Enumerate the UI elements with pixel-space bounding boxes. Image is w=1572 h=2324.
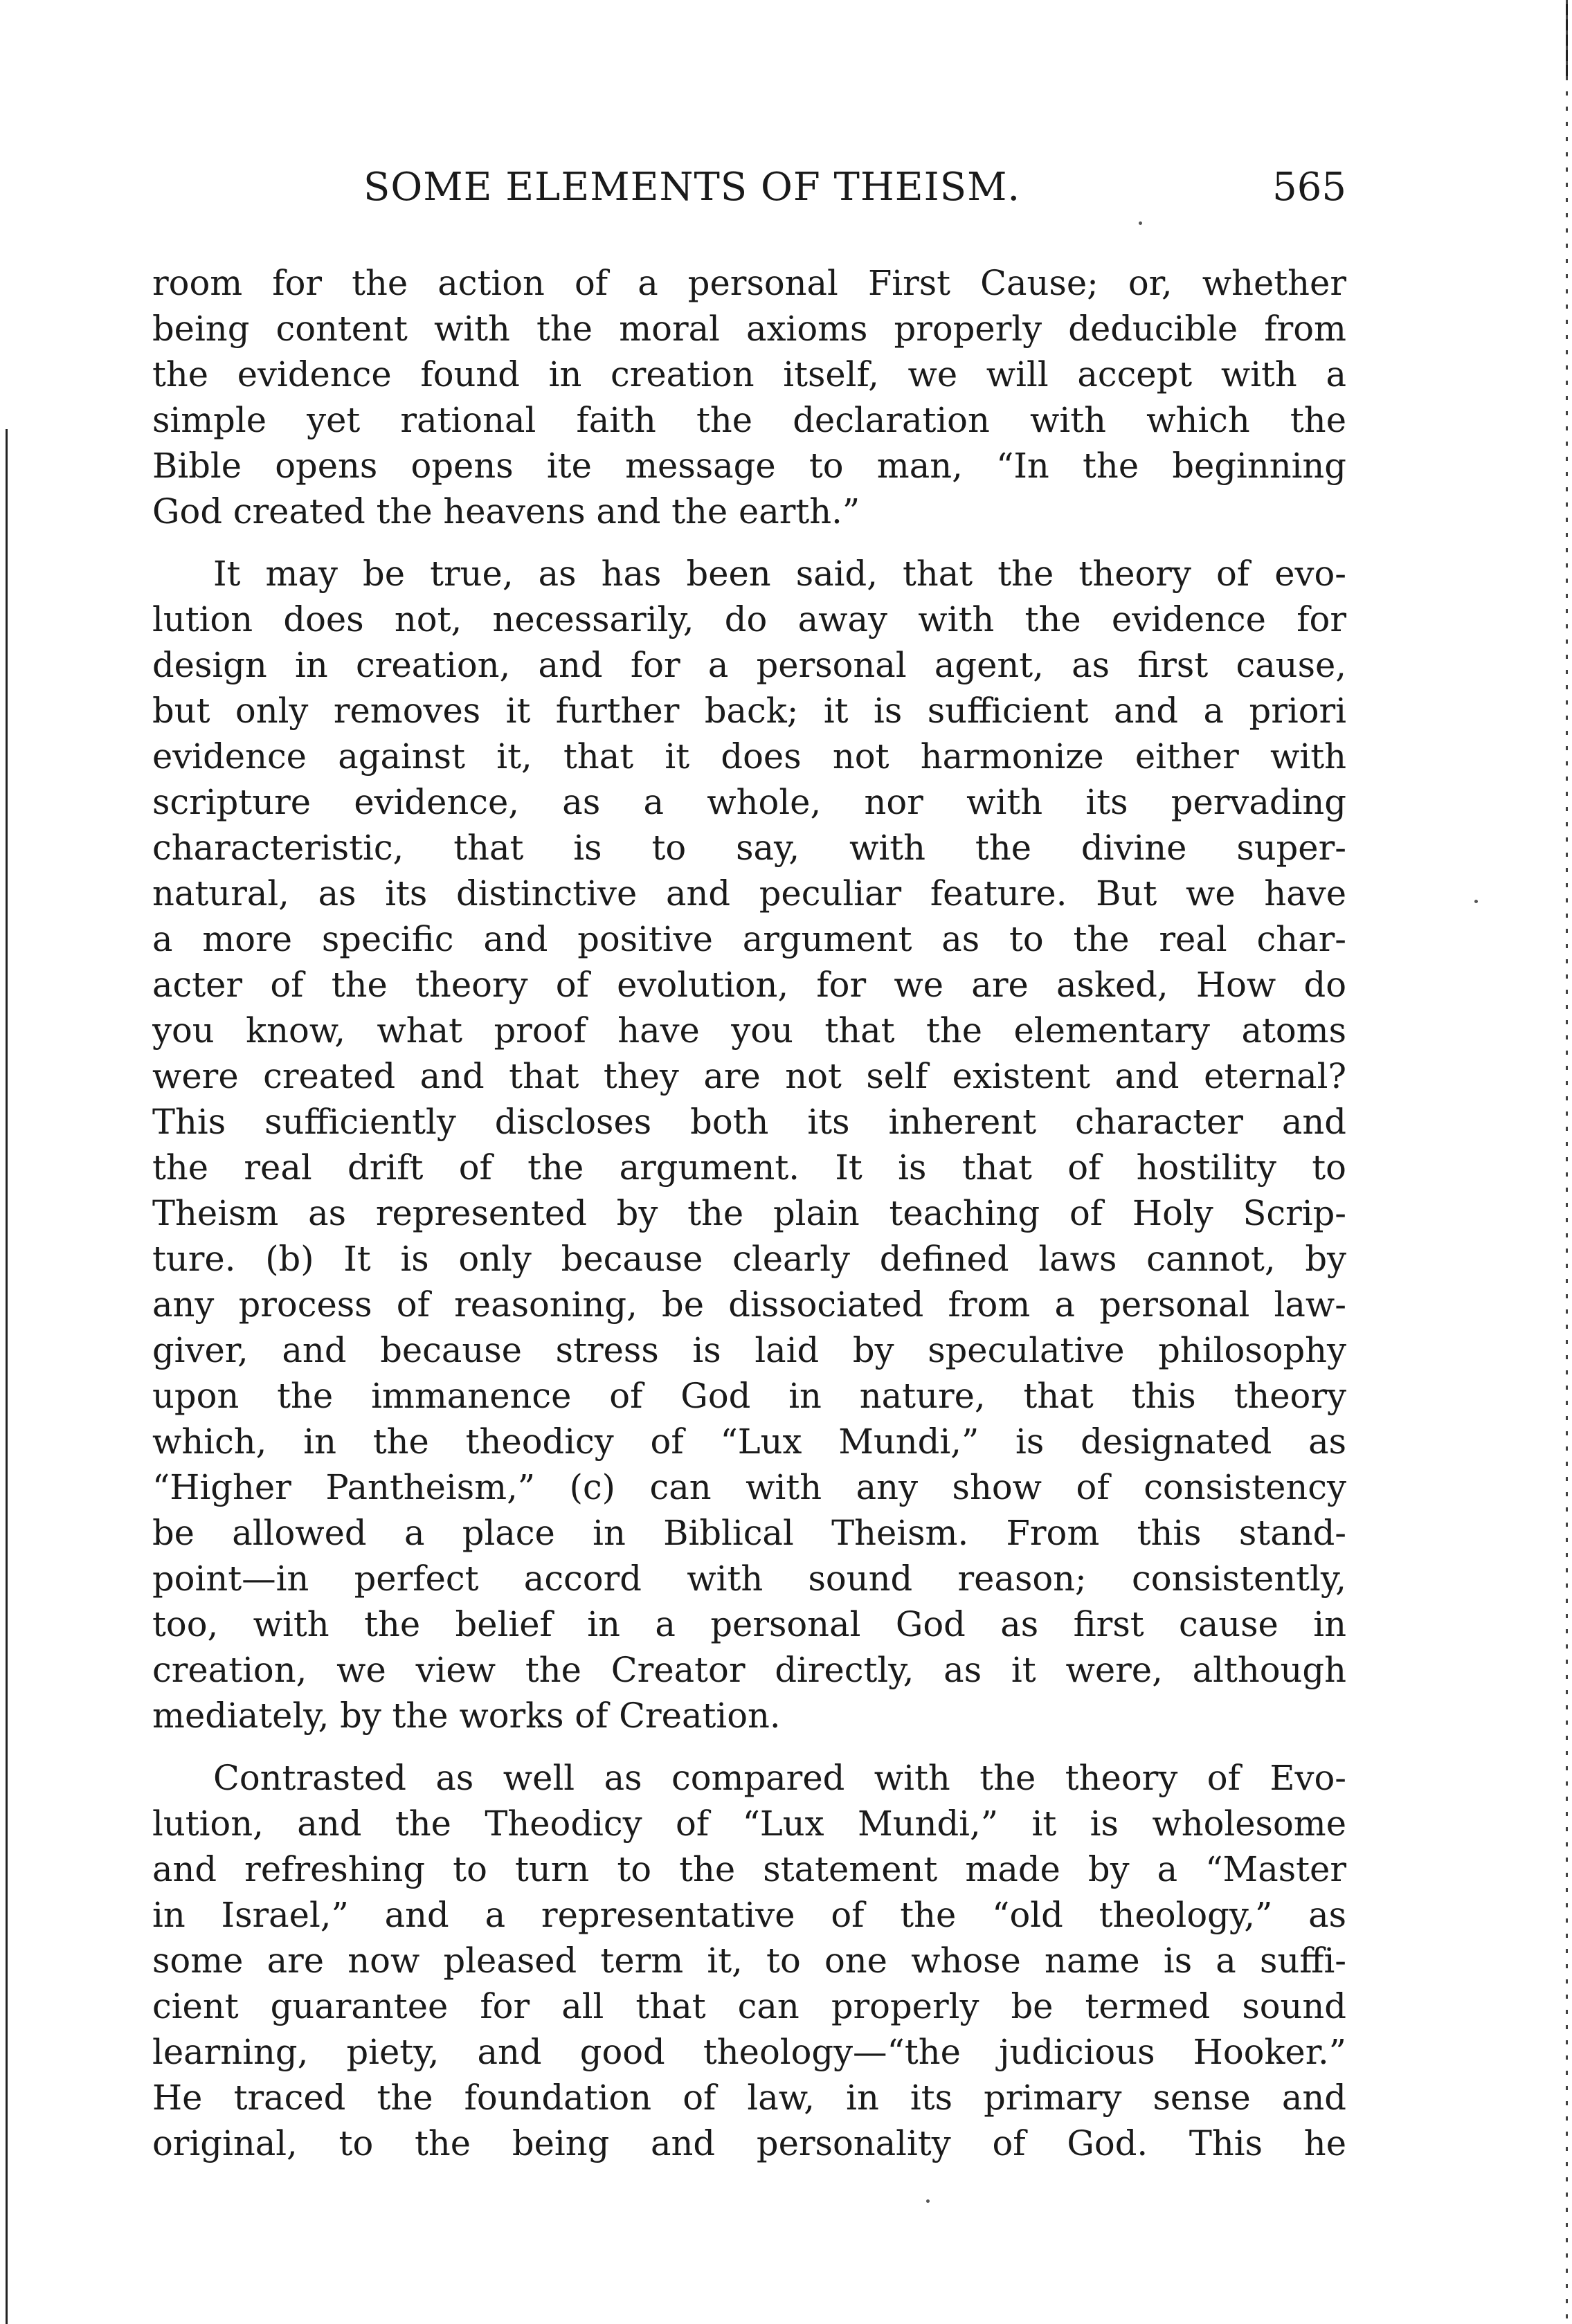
paragraph-1 <box>152 260 1346 534</box>
text-line: Bible opens opens ite message to man, “In the beginning <box>152 446 1346 486</box>
text-line: be allowed a place in Biblical Theism. From this stand- <box>152 1513 1346 1553</box>
text-line: a more specific and positive argument as to the real char- <box>152 919 1346 959</box>
page-edge-left <box>6 429 8 2324</box>
text-line: which, in the theodicy of “Lux Mundi,” is designated as <box>152 1422 1346 1462</box>
text-line: giver, and because stress is laid by speculative philosophy <box>152 1330 1346 1370</box>
text-line: lution, and the Theodicy of “Lux Mundi,” it is wholesome <box>152 1804 1346 1844</box>
scan-speck <box>1139 221 1142 225</box>
text-line: upon the immanence of God in nature, that this theory <box>152 1376 1346 1416</box>
text-line: creation, we view the Creator directly, as it were, although <box>152 1650 1346 1690</box>
text-line: point—in perfect accord with sound reason; consistently, <box>152 1559 1346 1599</box>
text-line: design in creation, and for a personal agent, as first cause, <box>152 645 1346 685</box>
text-line: evidence against it, that it does not harmonize either with <box>152 736 1346 777</box>
text-line: but only removes it further back; it is sufficient and a priori <box>152 691 1346 731</box>
text-line: were created and that they are not self existent and eternal? <box>152 1056 1346 1096</box>
paragraph-2 <box>152 551 1346 1739</box>
text-line: cient guarantee for all that can properly be termed sound <box>152 1986 1346 2026</box>
text-line: natural, as its distinctive and peculiar feature. But we have <box>152 873 1346 914</box>
text-line: the evidence found in creation itself, we will accept with a <box>152 354 1346 394</box>
body-text <box>152 260 1346 2166</box>
text-line: the real drift of the argument. It is that of hostility to <box>152 1147 1346 1188</box>
paragraph-3 <box>152 1755 1346 2166</box>
running-title: SOME ELEMENTS OF THEISM. <box>363 165 1021 210</box>
text-line: room for the action of a personal First Cause; or, whether <box>152 263 1346 303</box>
text-line: too, with the belief in a personal God as first cause in <box>152 1604 1346 1644</box>
text-line: lution does not, necessarily, do away with the evidence for <box>152 599 1346 639</box>
text-line: in Israel,” and a representative of the “old theology,” as <box>152 1895 1346 1935</box>
text-line: scripture evidence, as a whole, nor with its pervading <box>152 782 1346 822</box>
text-line: characteristic, that is to say, with the divine super- <box>152 828 1346 868</box>
text-line: Theism as represented by the plain teaching of Holy Scrip- <box>152 1193 1346 1233</box>
scan-speck <box>1474 900 1478 903</box>
text-line: acter of the theory of evolution, for we are asked, How do <box>152 965 1346 1005</box>
text-line: being content with the moral axioms properly deducible from <box>152 309 1346 349</box>
text-line: Contrasted as well as compared with the theory of Evo- <box>213 1758 1346 1798</box>
scan-speck <box>926 2199 930 2203</box>
text-line: any process of reasoning, be dissociated from a personal law- <box>152 1284 1346 1325</box>
text-line: It may be true, as has been said, that the theory of evo- <box>213 554 1346 594</box>
text-line: God created the heavens and the earth.” <box>152 491 860 532</box>
page-header <box>152 165 1346 220</box>
text-line: simple yet rational faith the declaration with which the <box>152 400 1346 440</box>
text-line: “Higher Pantheism,” (c) can with any show of consistency <box>152 1467 1346 1507</box>
text-line: learning, piety, and good theology—“the judicious Hooker.” <box>152 2032 1346 2072</box>
text-line: original, to the being and personality of God. This he <box>152 2123 1346 2163</box>
text-line: mediately, by the works of Creation. <box>152 1696 781 1736</box>
text-line: He traced the foundation of law, in its primary sense and <box>152 2078 1346 2118</box>
text-line: This sufficiently discloses both its inherent character and <box>152 1102 1346 1142</box>
page-number: 565 <box>1272 165 1346 210</box>
text-line: and refreshing to turn to the statement made by a “Master <box>152 1849 1346 1889</box>
text-line: some are now pleased term it, to one whose name is a suffi- <box>152 1941 1346 1981</box>
text-line: you know, what proof have you that the elementary atoms <box>152 1010 1346 1051</box>
text-line: ture. (b) It is only because clearly defined laws cannot, by <box>152 1239 1346 1279</box>
page-edge-right <box>1566 0 1568 2324</box>
